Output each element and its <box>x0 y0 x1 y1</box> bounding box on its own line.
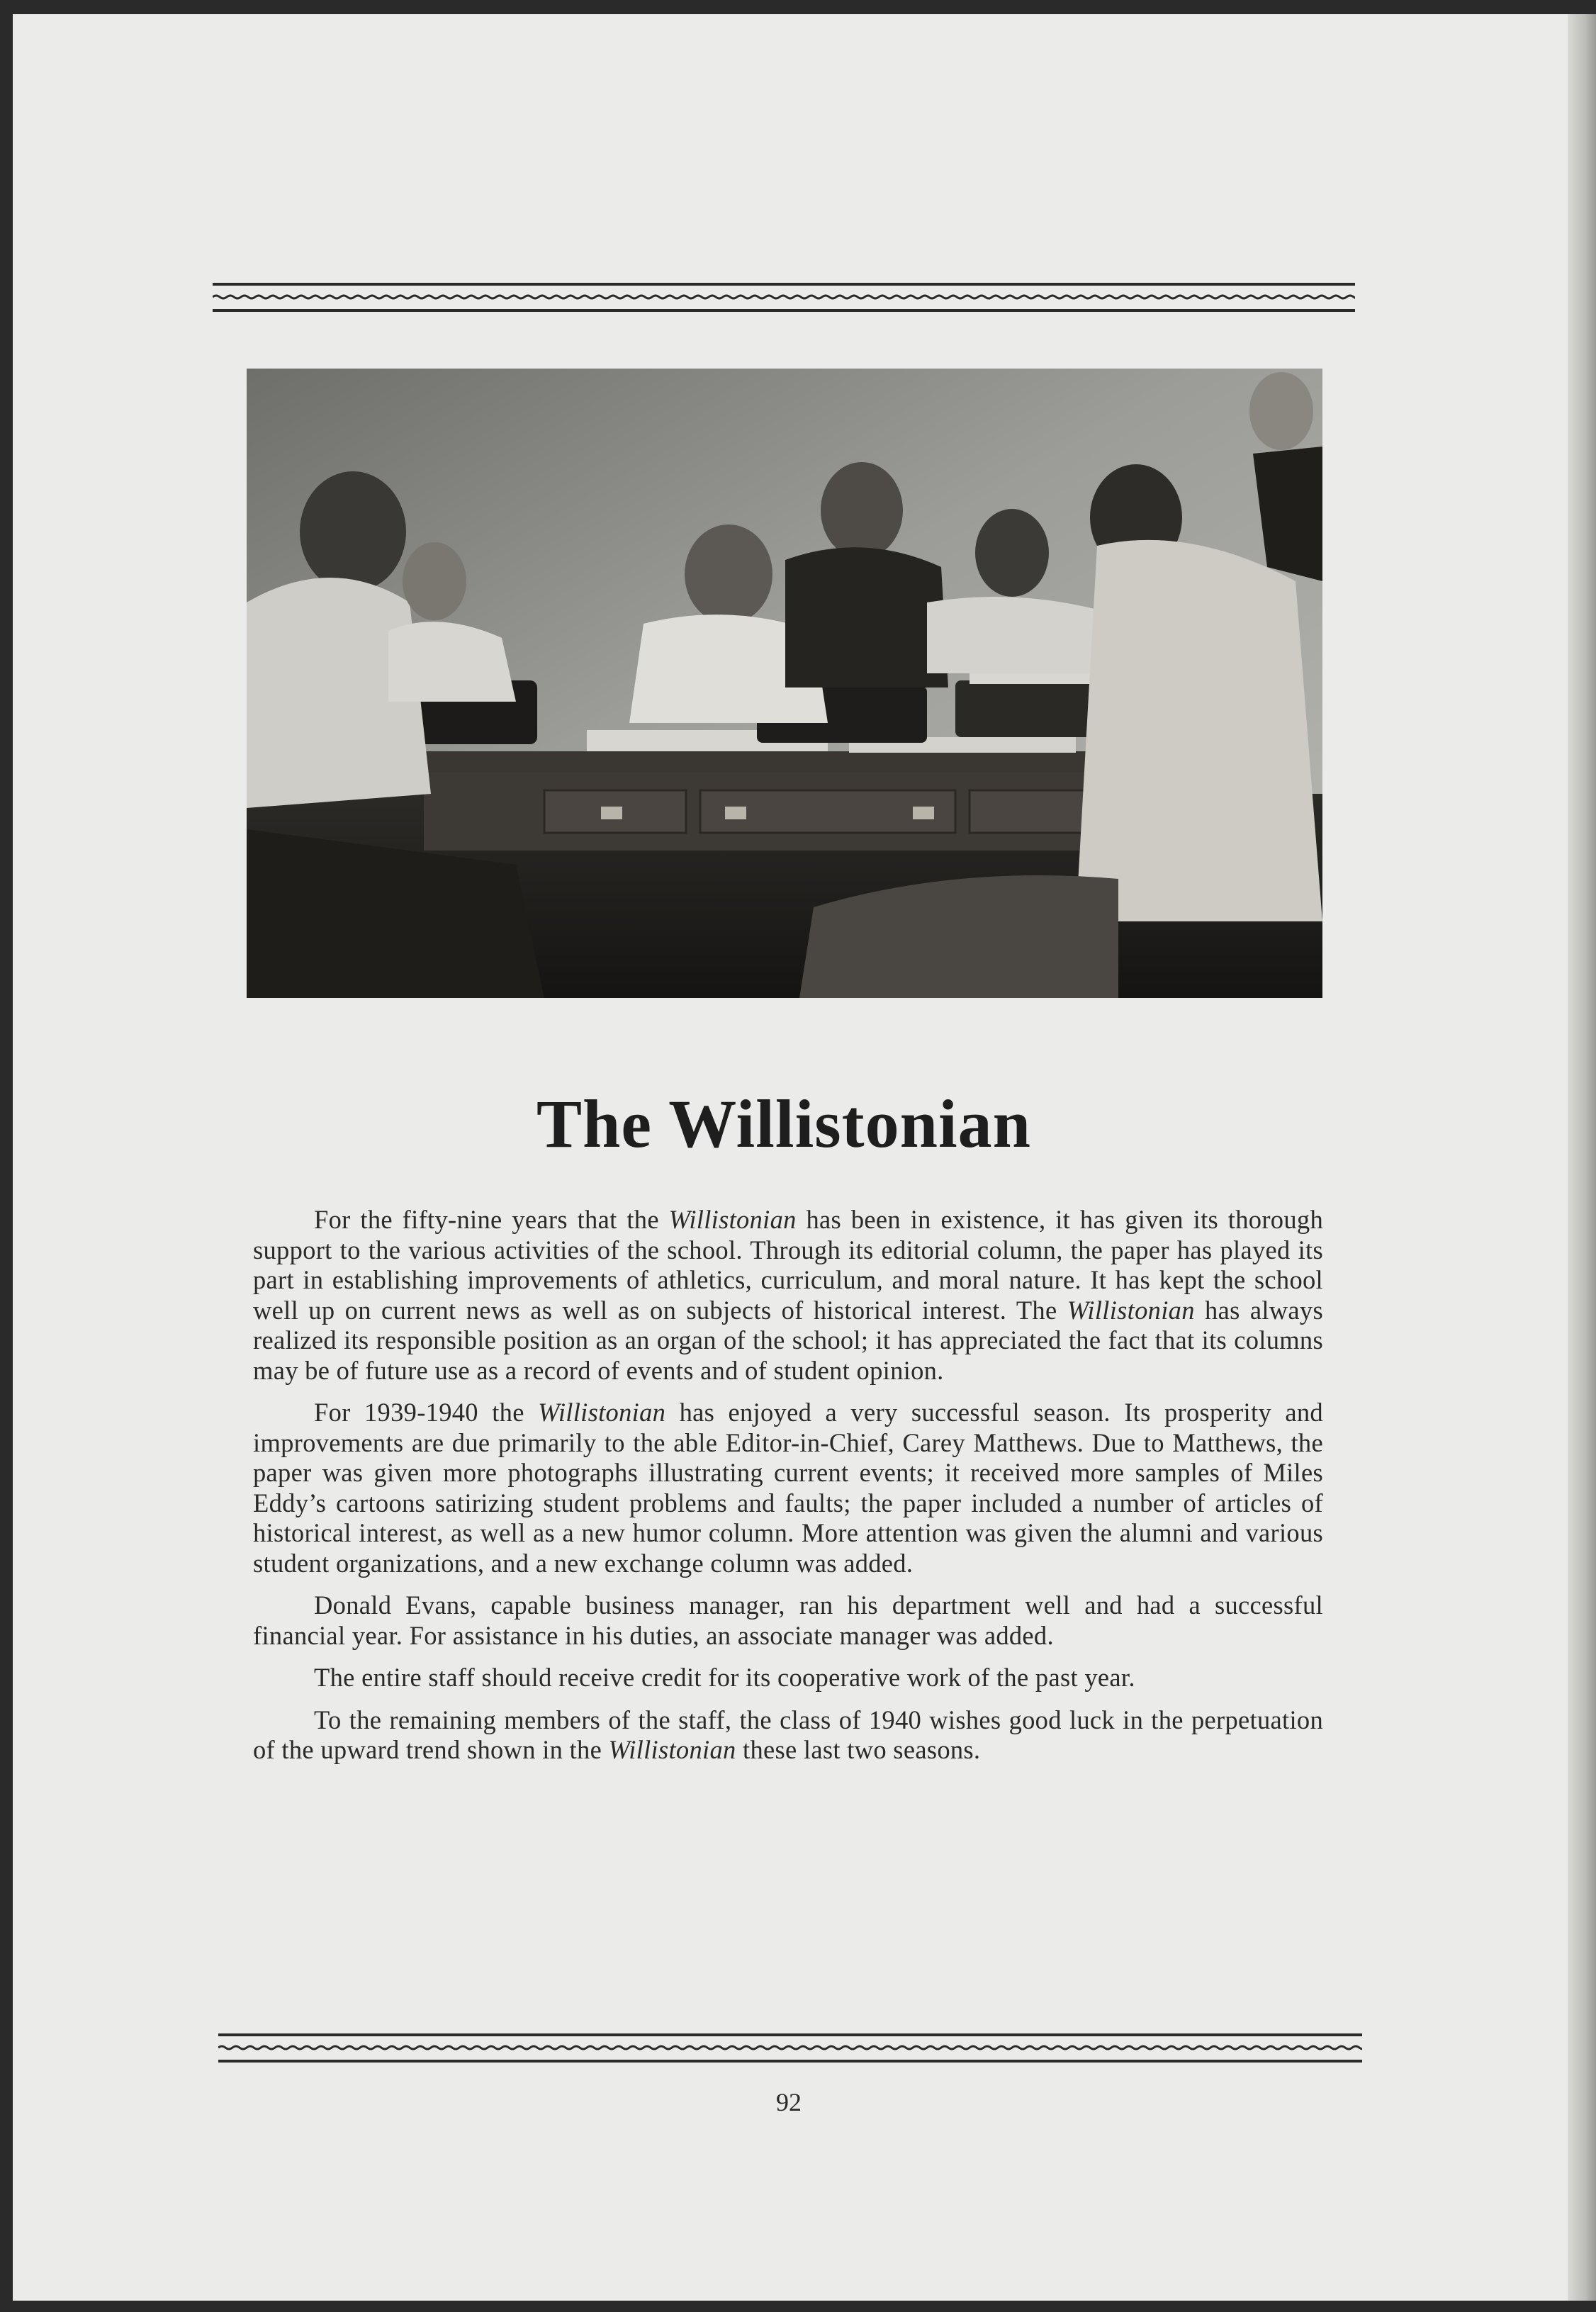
text-run: has enjoyed a very successful season. Its prosperity and improvements are due primarily to the able Editor-in-Chief, Carey Matthews. Due to Matthews, the paper was given more photographs illustrating current events; it received more samples of Miles Eddy’s cartoons satirizing student problems and faults; the paper included a number of articles of historical interest, as well as a new humor column. More attention was given the alumni and various student organizations, and a new exchange column was added. <box>253 1398 1323 1578</box>
scan-bottom-edge <box>0 2301 1596 2312</box>
text-run: For the fifty-nine years that the <box>314 1205 669 1234</box>
article-title: The Willistonian <box>536 1086 1032 1162</box>
article-paragraph <box>253 1205 1323 1386</box>
article-paragraph <box>253 1590 1323 1651</box>
article-paragraph <box>253 1705 1323 1766</box>
italic-publication-name: Willistonian <box>608 1735 736 1764</box>
text-run: has always realized its responsible position as an organ of the school; it has appreciated the fact that its columns may be of future use as a record of events and of student opinion. <box>253 1295 1323 1385</box>
text-run: The entire staff should receive credit for its cooperative work of the past year. <box>314 1663 1135 1692</box>
text-run: these last two seasons. <box>736 1735 981 1764</box>
article-paragraph <box>253 1663 1323 1693</box>
text-run: For 1939-1940 the <box>314 1398 539 1427</box>
article-paragraph <box>253 1398 1323 1578</box>
text-run: Donald Evans, capable business manager, ran his department well and had a successful financial year. For assistance in his duties, an associate manager was added. <box>253 1590 1323 1650</box>
top-decorative-rule <box>213 282 1355 315</box>
italic-publication-name: Willistonian <box>668 1205 797 1234</box>
page-binding-edge <box>1568 14 1596 2301</box>
bottom-decorative-rule <box>218 2033 1362 2065</box>
italic-publication-name: Willistonian <box>538 1398 666 1427</box>
italic-publication-name: Willistonian <box>1067 1295 1195 1325</box>
text-run: To the remaining members of the staff, the class of 1940 wishes good luck in the perpetuation of the upward trend shown in the <box>253 1705 1323 1764</box>
page-number: 92 <box>776 2088 802 2116</box>
staff-photograph <box>247 369 1322 998</box>
scan-top-edge <box>0 0 1596 14</box>
article-body <box>253 1205 1323 1778</box>
text-run: has been in existence, it has given its thorough support to the various activities of the school. Through its editorial column, the paper has played its part in establishing improvements of athletics, curriculum, and moral nature. It has kept the school well up on current news as well as on subjects of historical interest. The <box>253 1205 1323 1325</box>
